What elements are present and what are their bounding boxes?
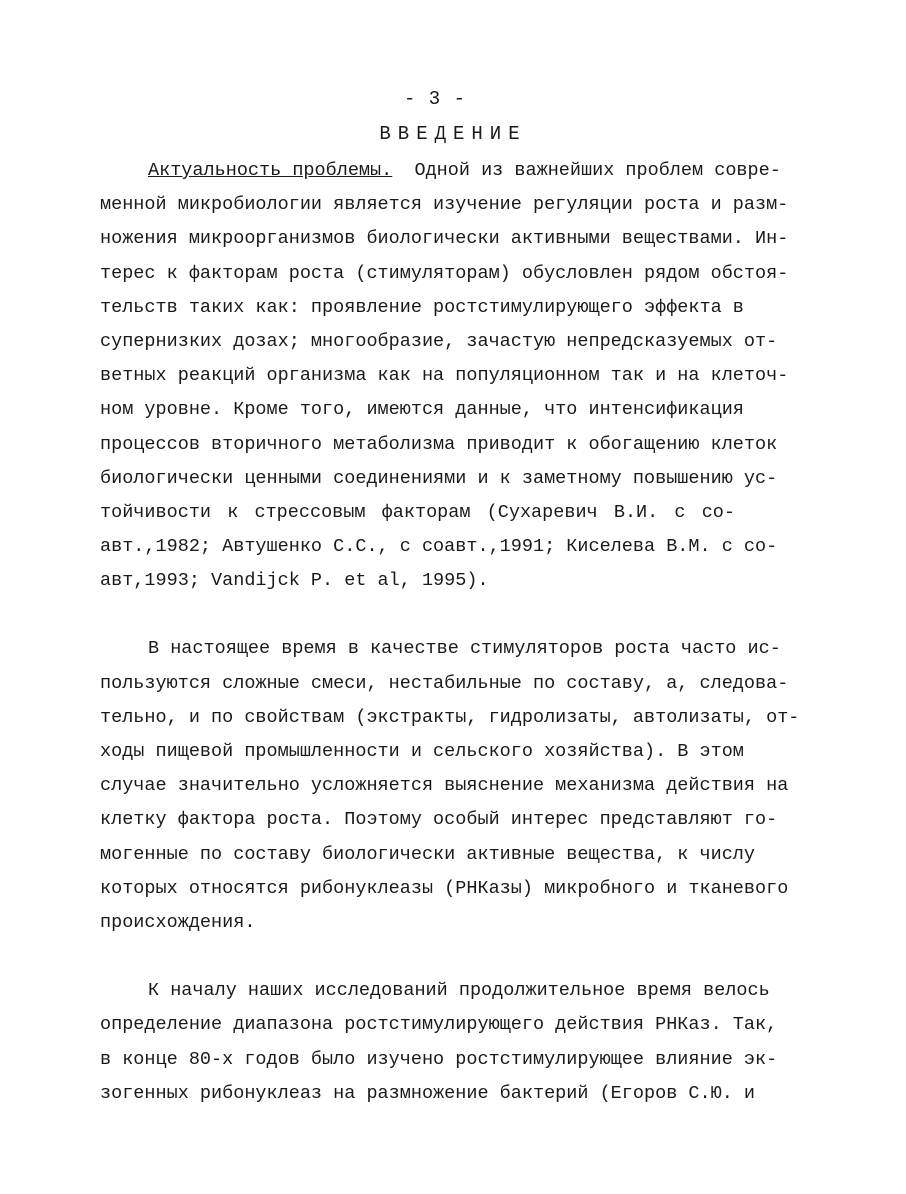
text-line: могенные по составу биологически активные вещества, к числу [100,843,756,865]
text-line: тойчивости к стрессовым факторам (Сухаревич В.И. с со- [100,501,735,523]
text-line: пользуются сложные смеси, нестабильные по составу, а, следова- [100,672,789,694]
page-number: - 3 - [403,88,466,110]
text-line: зогенных рибонуклеаз на размножение бактерий (Егоров С.Ю. и [100,1082,756,1104]
text-line: ветных реакций организма как на популяционном так и на клеточ- [100,365,789,387]
section-heading: ВВЕДЕНИЕ [379,123,527,145]
text-line: супернизких дозах; многообразие, зачастую непредсказуемых от- [100,330,778,352]
text-line: происхождения. [100,911,256,933]
text-line: авт.,1982; Автушенко С.С., с соавт.,1991; Киселева В.М. с со- [100,536,778,558]
text-line: Актуальность проблемы. Одной из важнейших проблем совре- [148,160,781,181]
text-line: В настоящее время в качестве стимуляторов роста часто ис- [148,638,781,660]
text-line: авт,1993; Vandijck P. et al, 1995). [100,570,489,592]
text-line: клетку фактора роста. Поэтому особый интерес представляют го- [100,809,778,831]
text-line: ножения микроорганизмов биологически активными веществами. Ин- [100,228,789,250]
text-line: ходы пищевой промышленности и сельского хозяйства). В этом [100,741,744,762]
paragraph [100,632,800,940]
text-line: процессов вторичного метаболизма приводит к обогащению клеток [100,433,778,455]
document-body [100,154,800,1111]
text-line: случае значительно усложняется выяснение механизма действия на [100,775,789,797]
text-line: определение диапазона ростстимулирующего действия РНКаз. Так, [100,1014,778,1036]
text-line: тельств таких как: проявление ростстимулирующего эффекта в [100,296,744,318]
text-line: тельно, и по свойствам (экстракты, гидролизаты, автолизаты, от- [100,706,800,728]
paragraph [100,974,778,1111]
text-line: которых относятся рибонуклеазы (РНКазы) микробного и тканевого [100,877,789,899]
text-line: биологически ценными соединениями и к заметному повышению ус- [100,467,778,489]
paragraph [100,154,789,598]
text-line: терес к факторам роста (стимуляторам) обусловлен рядом обстоя- [100,262,789,284]
text-line: менной микробиологии является изучение регуляции роста и разм- [100,194,789,216]
text-line: ном уровне. Кроме того, имеются данные, что интенсификация [100,399,744,421]
lead-phrase: Актуальность проблемы. [148,160,393,181]
text-line: К началу наших исследований продолжительное время велось [148,980,770,1002]
text-line: в конце 80-х годов было изучено ростстимулирующее влияние эк- [100,1048,778,1070]
